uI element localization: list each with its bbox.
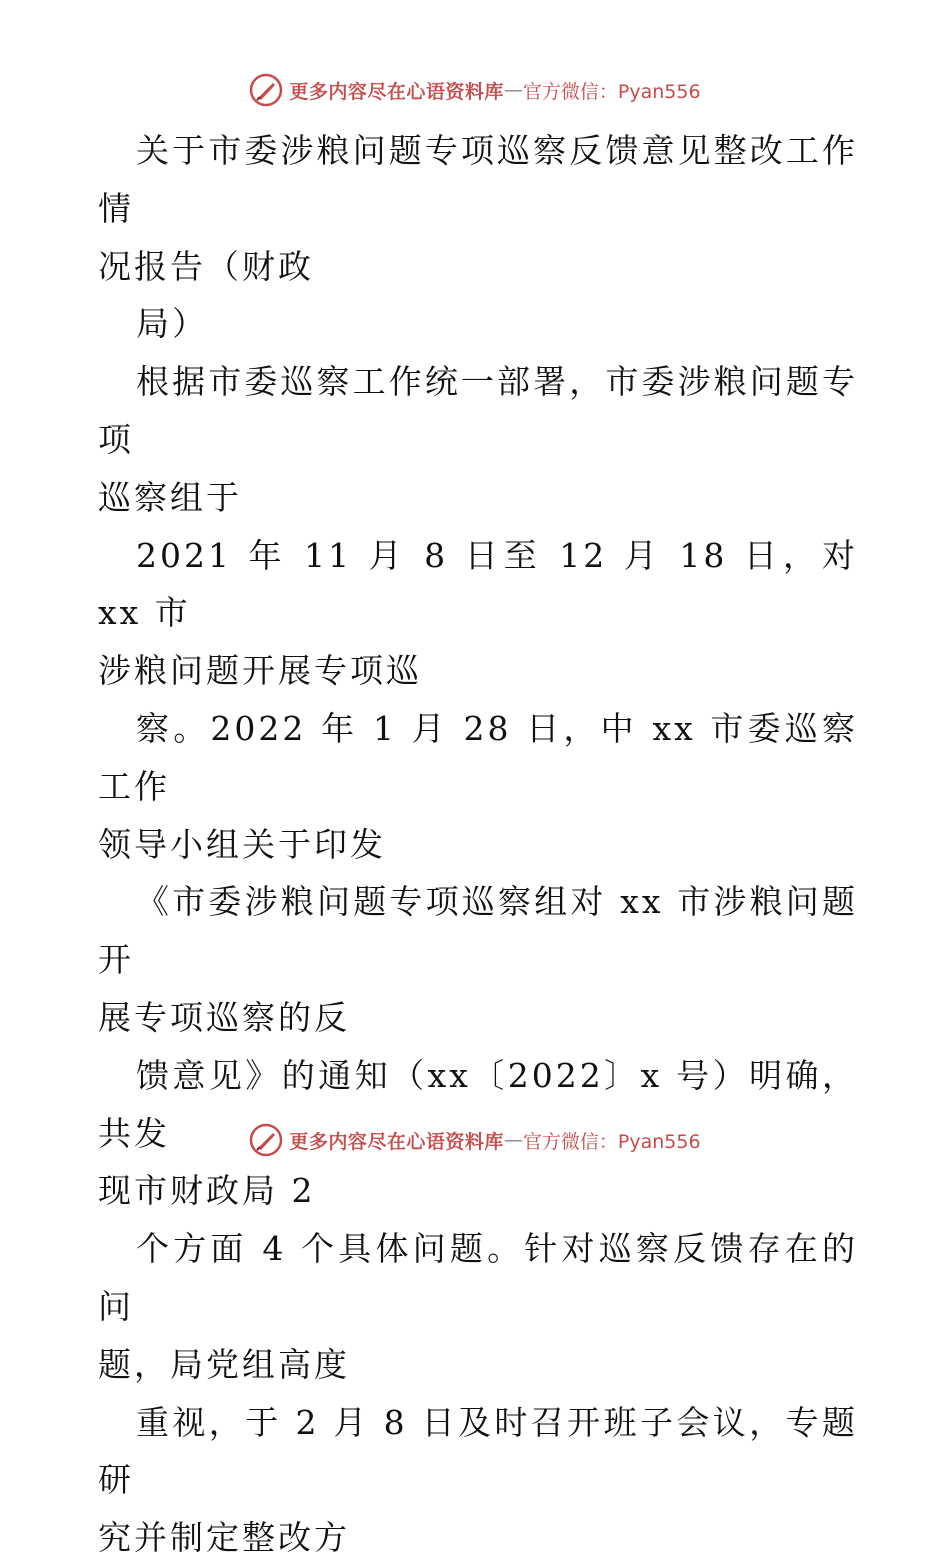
paragraph — [98, 1220, 858, 1393]
text-line: 展专项巡察的反 — [98, 997, 350, 1037]
text-line: 题，局党组高度 — [98, 1344, 350, 1384]
text-line: 个方面 4 个具体问题。针对巡察反馈存在的问 — [98, 1229, 858, 1326]
paragraph — [98, 873, 858, 1046]
text-line: 馈意见》的通知（xx〔2022〕x 号）明确，共发 — [98, 1055, 858, 1153]
watermark-sub-text: 官方微信：Pyan556 — [522, 1130, 701, 1153]
text-line: 《市委涉粮问题专项巡察组对 xx 市涉粮问题开 — [98, 882, 858, 980]
text-line: 察。2022 年 1 月 28 日，中 xx 市委巡察工作 — [98, 708, 858, 806]
footer-watermark — [0, 1120, 950, 1160]
text-line: 领导小组关于印发 — [98, 824, 386, 864]
text-line: 2021 年 11 月 8 日至 12 月 18 日，对 xx 市 — [98, 535, 858, 633]
watermark-main-text: 更多内容尽在心语资料库 — [289, 80, 504, 103]
paragraph — [98, 527, 858, 700]
header-watermark — [0, 70, 950, 110]
paragraph — [98, 700, 858, 873]
watermark-main-text: 更多内容尽在心语资料库 — [289, 1130, 504, 1153]
text-line: 关于市委涉粮问题专项巡察反馈意见整改工作情 — [98, 131, 858, 228]
document-body — [98, 122, 858, 1567]
quill-logo-icon — [249, 1123, 283, 1157]
watermark-sub-text: 官方微信：Pyan556 — [522, 80, 701, 103]
quill-logo-icon — [249, 73, 283, 107]
watermark-dash: — — [503, 79, 523, 101]
text-line: 况报告（财政 — [98, 246, 314, 286]
watermark-dash: — — [503, 1129, 523, 1151]
text-line: 巡察组于 — [98, 477, 242, 517]
text-line: 涉粮问题开展专项巡 — [98, 651, 422, 691]
text-line: 重视，于 2 月 8 日及时召开班子会议，专题研 — [98, 1402, 858, 1500]
text-line: 现市财政局 2 — [98, 1171, 316, 1211]
paragraph — [98, 122, 858, 295]
text-line: 究并制定整改方 — [98, 1518, 350, 1558]
paragraph — [98, 295, 858, 353]
paragraph — [98, 353, 858, 526]
paragraph — [98, 1394, 858, 1567]
text-line: 局） — [136, 304, 208, 344]
text-line: 根据市委巡察工作统一部署，市委涉粮问题专项 — [98, 362, 858, 459]
